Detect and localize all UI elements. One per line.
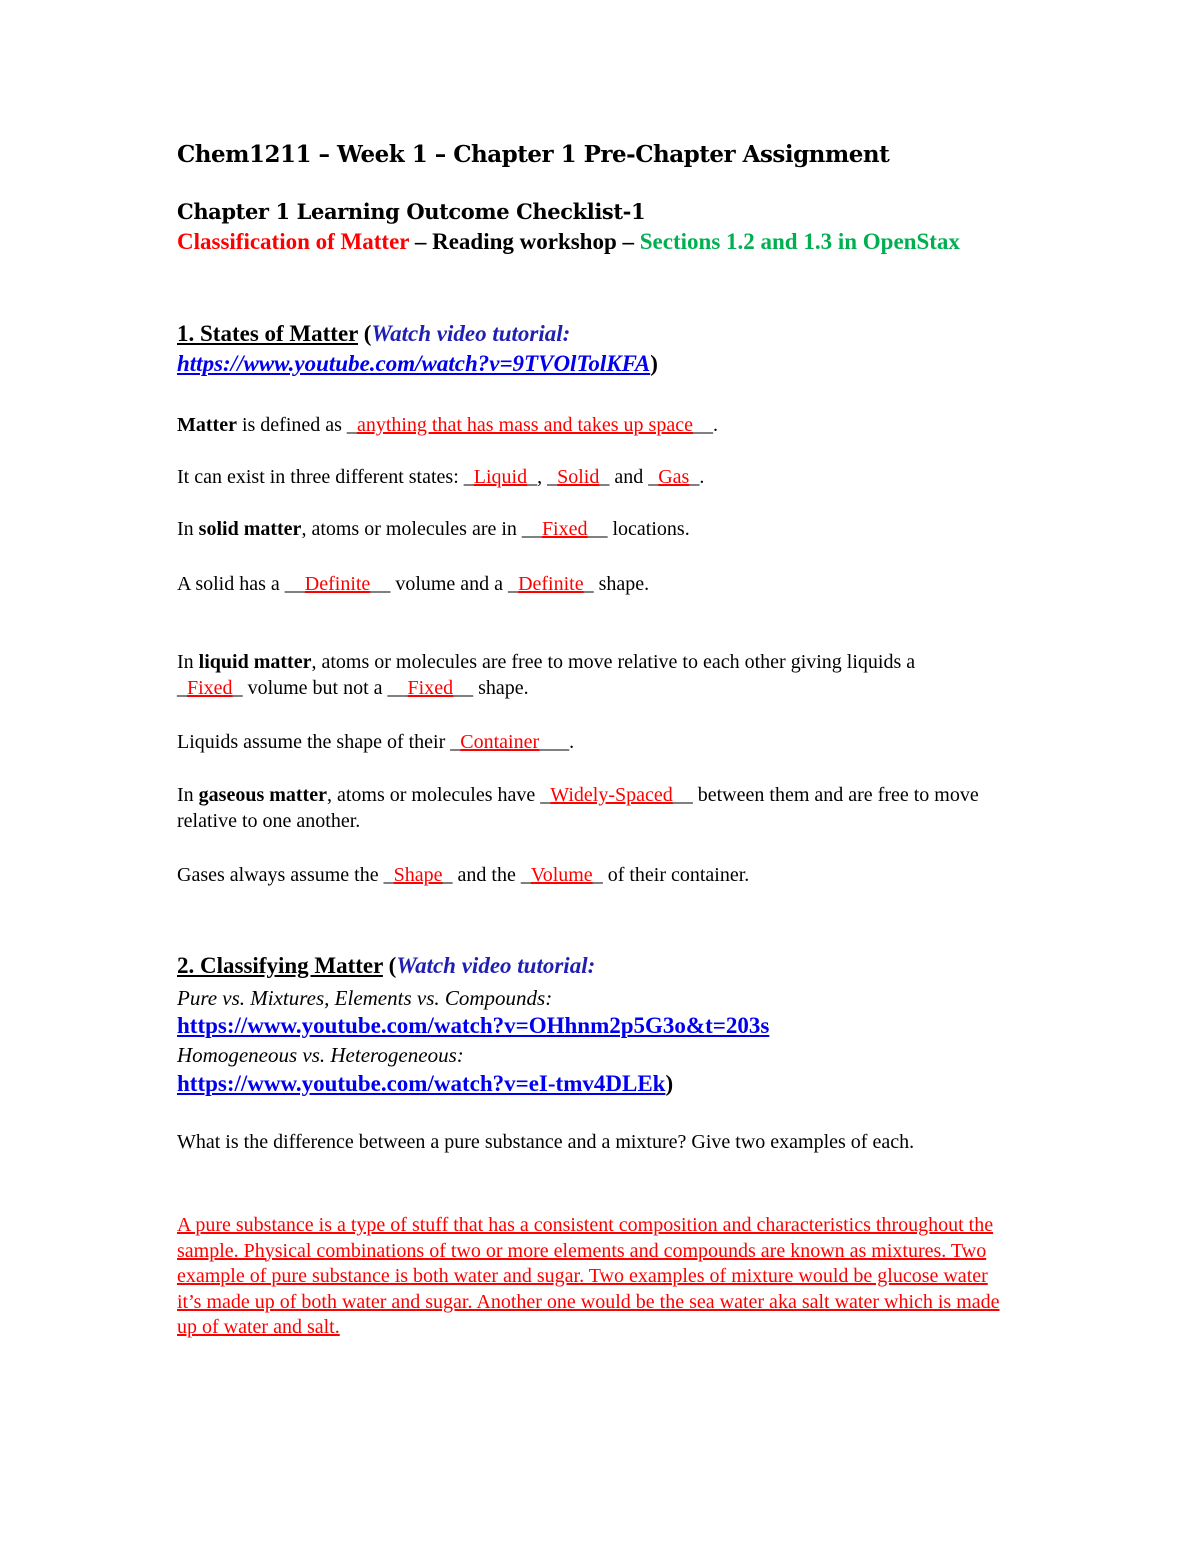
q3-end: __ locations. [587,518,690,540]
q5-answer-2: Fixed [407,677,454,699]
q8-answer-2: Volume [530,864,593,886]
q2-sep-1: _, _ [527,466,558,488]
section2-subtitle-homogeneous: Homogeneous vs. Heterogeneous: [177,1043,464,1067]
workshop-label: Reading workshop [432,229,617,254]
topic-label: Classification of Matter [177,229,410,254]
sections-label: Sections 1.2 and 1.3 in OpenStax [639,229,960,254]
subtitle [177,228,977,256]
q3-text: , atoms or molecules are in __ [301,518,542,540]
q2-text: It can exist in three different states: _ [177,466,474,488]
q6-end: ___. [539,731,575,753]
q-gaseous-matter [177,782,1007,834]
q6-answer: Container [460,731,540,753]
q1-answer: anything that has mass and takes up space [356,414,693,436]
q4-mid: __ volume and a _ [370,573,519,595]
section2-link2-block: https://www.youtube.com/watch?v=eI-tmv4DLEk) [177,1071,674,1096]
q8-text: Gases always assume the _ [177,864,394,886]
q-liquid-shape [177,729,1017,755]
homogeneous-link[interactable]: https://www.youtube.com/watch?v=eI-tmv4DLEk [177,1071,666,1096]
section1-heading: 1. States of Matter [177,321,358,346]
q7-answer: Widely-Spaced [550,784,673,806]
q1-text: is defined as _ [236,414,357,436]
q-gas-container [177,862,1017,888]
q6-text: Liquids assume the shape of their _ [177,731,461,753]
q5-mid: _ volume but not a __ [232,677,408,699]
q2-answer-3: Gas [658,466,690,488]
q3-answer: Fixed [541,518,588,540]
q8-answer-1: Shape [393,864,443,886]
q1-end: __. [692,414,718,436]
q8-mid: _ and the _ [442,864,531,886]
q2-end: _. [689,466,705,488]
q8-end: _ of their container. [592,864,750,886]
q5-text: , atoms or molecules are free to move relative to each other giving liquids a _ [177,651,916,699]
q2-answer-1: Liquid [473,466,528,488]
pure-vs-mixtures-link[interactable]: https://www.youtube.com/watch?v=OHhnm2p5G3o&t=203s [177,1013,770,1038]
q-matter-definition [177,412,1017,438]
q-three-states [177,464,1017,490]
q7-term: gaseous matter [198,784,327,806]
section2-video-label: Watch video tutorial: [396,953,596,978]
q7-pre: In [177,784,199,806]
matter-term: Matter [177,414,237,436]
section2-link1-block [177,1011,1017,1041]
q4-text: A solid has a __ [177,573,305,595]
checklist-title: Chapter 1 Learning Outcome Checklist-1 [177,199,646,224]
q5-answer-1: Fixed [187,677,233,699]
q-solid-matter [177,516,1017,542]
section1-video-label: Watch video tutorial: [371,321,571,346]
q7-text: , atoms or molecules have _ [326,784,551,806]
q3-pre: In [177,518,199,540]
section2-subtitle-pure: Pure vs. Mixtures, Elements vs. Compounds: [177,986,553,1010]
q7-end: __ between them and are free to move relative to one another. [177,784,979,832]
section2-heading: 2. Classifying Matter [177,953,383,978]
q2-answer-2: Solid [557,466,600,488]
q2-sep-2: _ and _ [599,466,659,488]
q4-end: _ shape. [583,573,650,595]
q4-answer-2: Definite [518,573,584,595]
section1-video-link[interactable]: https://www.youtube.com/watch?v=9TVOlTolKFA [177,351,651,376]
q3-term: solid matter [198,518,302,540]
q-solid-shape [177,571,1017,597]
section2-heading-block: 2. Classifying Matter (Watch video tutorial: [177,953,596,978]
q-liquid-matter [177,649,977,701]
section2-answer: A pure substance is a type of stuff that has a consistent composition and characteristics throughout the sample. Physical combinations of two or more elements and compounds are known as mixtures. Two example of pure substance is both water and sugar. Two examples of mixture would be glucose water it’s made up of both water and sugar. Another one would be the sea water aka salt water which is made up of water and salt. [177,1214,1000,1339]
q4-answer-1: Definite [304,573,371,595]
q5-term: liquid matter [198,651,312,673]
page-title: Chem1211 – Week 1 – Chapter 1 Pre-Chapter Assignment [177,141,890,168]
q5-end: __ shape. [453,677,529,699]
section1-heading-block: 1. States of Matter (Watch video tutorial: https://www.youtube.com/watch?v=9TVOlTolKFA) [177,321,658,376]
subtitle-dash-1: – [409,229,433,254]
q5-pre: In [177,651,199,673]
section2-question: What is the difference between a pure substance and a mixture? Give two examples of each. [177,1131,915,1153]
subtitle-dash-2: – [616,229,640,254]
